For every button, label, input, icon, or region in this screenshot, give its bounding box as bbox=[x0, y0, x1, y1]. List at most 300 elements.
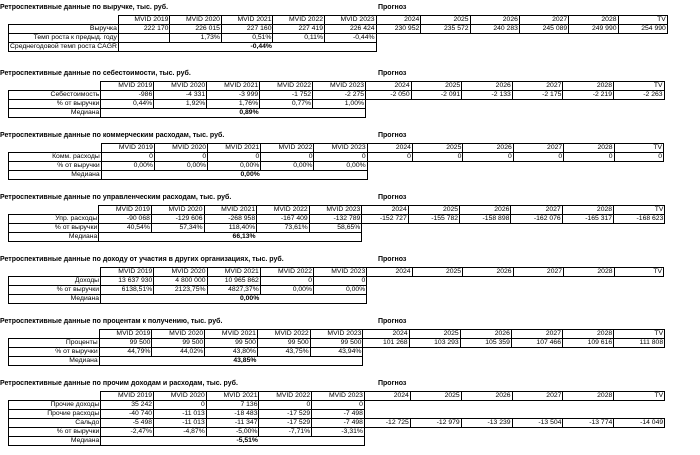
hist-value: 43,80% bbox=[205, 348, 258, 357]
section-title: Ретроспективные данные по прочим доходам и расходам, тыс. руб. bbox=[0, 380, 238, 387]
forecast-year-header: 2028 bbox=[563, 392, 614, 401]
forecast-value: 240 283 bbox=[470, 25, 519, 34]
hist-value: 0 bbox=[261, 153, 314, 162]
year-header: MVID 2023 bbox=[309, 206, 362, 215]
empty-cell bbox=[312, 437, 365, 446]
hist-value: -17 529 bbox=[259, 419, 312, 428]
forecast-year-header: 2025 bbox=[409, 330, 460, 339]
forecast-value: -162 076 bbox=[511, 215, 562, 224]
hist-value: 0,00% bbox=[260, 286, 313, 295]
year-header: MVID 2022 bbox=[261, 144, 314, 153]
year-header: MVID 2022 bbox=[273, 16, 325, 25]
data-table bbox=[8, 81, 700, 118]
header-row bbox=[9, 392, 700, 401]
forecast-value: 105 359 bbox=[460, 339, 511, 348]
hist-value: -132 789 bbox=[309, 215, 362, 224]
row-label: % от выручки bbox=[9, 348, 100, 357]
table-row bbox=[9, 224, 700, 233]
row-label: Упр. расходы bbox=[9, 215, 99, 224]
empty-cell bbox=[257, 357, 310, 366]
forecast-value: -155 782 bbox=[408, 215, 459, 224]
hist-value: 226 424 bbox=[325, 25, 377, 34]
hist-value: -18 483 bbox=[206, 410, 259, 419]
row-label: Медиана bbox=[9, 171, 102, 180]
hist-value: 0,00% bbox=[101, 162, 154, 171]
hist-value: 0,00% bbox=[314, 162, 367, 171]
forecast-year-header: 2027 bbox=[513, 144, 563, 153]
table-row bbox=[9, 295, 700, 304]
forecast-value: -14 049 bbox=[614, 419, 665, 428]
forecast-year-header: 2028 bbox=[563, 82, 614, 91]
year-header: MVID 2019 bbox=[99, 206, 152, 215]
hist-value: 4 800 000 bbox=[154, 277, 207, 286]
hist-value: 7 136 bbox=[206, 401, 259, 410]
empty-cell bbox=[261, 171, 314, 180]
forecast-year-header: TV bbox=[614, 392, 665, 401]
empty-cell bbox=[101, 437, 154, 446]
year-header: MVID 2023 bbox=[313, 82, 366, 91]
hist-value: -986 bbox=[101, 91, 154, 100]
forecast-value: -2 175 bbox=[512, 91, 563, 100]
hist-value: 44,02% bbox=[152, 348, 205, 357]
forecast-value: 101 268 bbox=[363, 339, 409, 348]
forecast-value: -168 623 bbox=[614, 215, 665, 224]
hist-value: -0,44% bbox=[325, 34, 377, 43]
hist-value: -1 752 bbox=[260, 91, 313, 100]
forecast-year-header: 2024 bbox=[363, 330, 409, 339]
hist-value: -5 498 bbox=[101, 419, 154, 428]
forecast-year-header: 2027 bbox=[519, 16, 568, 25]
header-row bbox=[9, 16, 700, 25]
forecast-year-header: 2027 bbox=[512, 392, 563, 401]
forecast-year-header: 2025 bbox=[421, 16, 470, 25]
forecast-value: -2 133 bbox=[462, 91, 513, 100]
forecast-year-header: 2026 bbox=[460, 330, 511, 339]
forecast-value: -158 898 bbox=[460, 215, 511, 224]
section-title: Ретроспективные данные по управленческим расходам, тыс. руб. bbox=[0, 194, 232, 201]
hist-value: 227 419 bbox=[273, 25, 325, 34]
forecast-year-header: 2026 bbox=[461, 392, 512, 401]
hist-value: 13 637 930 bbox=[101, 277, 154, 286]
header-blank bbox=[9, 82, 101, 91]
forecast-value: -13 239 bbox=[461, 419, 512, 428]
forecast-year-header: 2025 bbox=[411, 82, 462, 91]
hist-value: 1,92% bbox=[154, 100, 207, 109]
empty-cell bbox=[273, 43, 325, 52]
year-header: MVID 2023 bbox=[312, 392, 365, 401]
forecast-year-header: 2026 bbox=[463, 144, 513, 153]
year-header: MVID 2019 bbox=[101, 392, 154, 401]
table-row bbox=[9, 419, 700, 428]
table-row bbox=[9, 162, 700, 171]
hist-value: 1,00% bbox=[313, 100, 366, 109]
forecast-year-header: 2028 bbox=[563, 330, 614, 339]
empty-cell bbox=[154, 295, 207, 304]
table-row bbox=[9, 215, 700, 224]
hist-value: 226 015 bbox=[170, 25, 222, 34]
table-row bbox=[9, 401, 700, 410]
hist-value: -4 331 bbox=[154, 91, 207, 100]
row-label: Медиана bbox=[9, 295, 101, 304]
forecast-value: 109 616 bbox=[563, 339, 614, 348]
summary-value: 0,00% bbox=[208, 171, 261, 180]
row-label: Прочие доходы bbox=[9, 401, 101, 410]
forecast-label: Прогноз bbox=[378, 380, 407, 387]
header-blank bbox=[9, 330, 100, 339]
header-blank bbox=[9, 206, 99, 215]
forecast-year-header: TV bbox=[614, 144, 663, 153]
forecast-year-header: TV bbox=[613, 82, 664, 91]
forecast-value: 254 990 bbox=[618, 25, 667, 34]
forecast-value: -12 979 bbox=[410, 419, 461, 428]
forecast-year-header: TV bbox=[618, 16, 667, 25]
forecast-value: -2 050 bbox=[366, 91, 412, 100]
table-row bbox=[9, 153, 700, 162]
forecast-value: 0 bbox=[412, 153, 462, 162]
hist-value: 40,54% bbox=[99, 224, 152, 233]
hist-value: 0,44% bbox=[101, 100, 154, 109]
empty-cell bbox=[314, 295, 367, 304]
summary-value: 43,85% bbox=[205, 357, 258, 366]
hist-value: 118,40% bbox=[204, 224, 257, 233]
empty-cell bbox=[101, 171, 154, 180]
hist-value: 10 965 862 bbox=[207, 277, 260, 286]
hist-value: 227 160 bbox=[221, 25, 273, 34]
row-label: % от выручки bbox=[9, 162, 102, 171]
header-row bbox=[9, 268, 700, 277]
hist-value: -17 529 bbox=[259, 410, 312, 419]
empty-cell bbox=[152, 357, 205, 366]
year-header: MVID 2020 bbox=[154, 144, 207, 153]
row-label: % от выручки bbox=[9, 286, 101, 295]
table-row bbox=[9, 109, 700, 118]
summary-value: 0,89% bbox=[207, 109, 260, 118]
forecast-year-header: 2024 bbox=[362, 206, 408, 215]
hist-value: -5,00% bbox=[206, 428, 259, 437]
hist-value: 1,76% bbox=[207, 100, 260, 109]
table-row bbox=[9, 410, 700, 419]
table-row bbox=[9, 25, 700, 34]
data-table bbox=[8, 267, 700, 304]
section-title: Ретроспективные данные по процентам к получению, тыс. руб. bbox=[0, 318, 223, 325]
hist-value: 0,00% bbox=[314, 286, 367, 295]
forecast-value: -2 091 bbox=[411, 91, 462, 100]
hist-value: 0 bbox=[260, 277, 313, 286]
forecast-year-header: 2024 bbox=[364, 392, 410, 401]
forecast-year-header: TV bbox=[614, 330, 665, 339]
hist-value: -268 958 bbox=[204, 215, 257, 224]
hist-value: 4827,37% bbox=[207, 286, 260, 295]
year-header: MVID 2019 bbox=[118, 16, 170, 25]
forecast-year-header: 2024 bbox=[367, 144, 412, 153]
header-blank bbox=[9, 268, 101, 277]
year-header: MVID 2022 bbox=[260, 82, 313, 91]
row-label: Прочие расходы bbox=[9, 410, 101, 419]
empty-cell bbox=[101, 109, 154, 118]
hist-value: 43,75% bbox=[257, 348, 310, 357]
section-title: Ретроспективные данные по выручке, тыс. руб. bbox=[0, 4, 169, 11]
forecast-value: -2 263 bbox=[613, 91, 664, 100]
summary-value: -5,51% bbox=[206, 437, 259, 446]
hist-value: 0 bbox=[314, 153, 367, 162]
hist-value: 222 170 bbox=[118, 25, 170, 34]
hist-value: -2,47% bbox=[101, 428, 154, 437]
forecast-year-header: 2026 bbox=[462, 82, 513, 91]
hist-value: 0,00% bbox=[154, 162, 207, 171]
empty-cell bbox=[101, 295, 154, 304]
empty-cell bbox=[170, 43, 222, 52]
row-label: % от выручки bbox=[9, 100, 101, 109]
summary-value: 0,00% bbox=[207, 295, 260, 304]
table-row bbox=[9, 428, 700, 437]
empty-cell bbox=[99, 233, 152, 242]
forecast-value: -165 317 bbox=[562, 215, 613, 224]
forecast-value: -12 725 bbox=[364, 419, 410, 428]
row-label: Медиана bbox=[9, 437, 101, 446]
hist-value: -7,71% bbox=[259, 428, 312, 437]
forecast-year-header: 2026 bbox=[463, 268, 513, 277]
hist-value: -4,87% bbox=[154, 428, 207, 437]
hist-value: -11 347 bbox=[206, 419, 259, 428]
forecast-year-header: 2025 bbox=[412, 144, 462, 153]
forecast-value: 235 572 bbox=[421, 25, 470, 34]
hist-value: -40 740 bbox=[101, 410, 154, 419]
summary-value: -0,44% bbox=[221, 43, 273, 52]
forecast-year-header: 2028 bbox=[564, 144, 614, 153]
forecast-value: -13 504 bbox=[512, 419, 563, 428]
forecast-value: -2 219 bbox=[563, 91, 614, 100]
year-header: MVID 2022 bbox=[257, 206, 310, 215]
forecast-value: 0 bbox=[367, 153, 412, 162]
forecast-year-header: 2025 bbox=[410, 392, 461, 401]
header-row bbox=[9, 144, 700, 153]
hist-value: -167 409 bbox=[257, 215, 310, 224]
year-header: MVID 2020 bbox=[170, 16, 222, 25]
hist-value: 0,00% bbox=[208, 162, 261, 171]
hist-value: 99 500 bbox=[99, 339, 152, 348]
forecast-value: 230 952 bbox=[376, 25, 421, 34]
table-row bbox=[9, 339, 700, 348]
hist-value: 99 500 bbox=[152, 339, 205, 348]
forecast-label: Прогноз bbox=[378, 194, 407, 201]
forecast-year-header: TV bbox=[614, 206, 665, 215]
forecast-value: 0 bbox=[564, 153, 614, 162]
year-header: MVID 2021 bbox=[205, 330, 258, 339]
forecast-year-header: 2026 bbox=[470, 16, 519, 25]
empty-cell bbox=[314, 171, 367, 180]
year-header: MVID 2021 bbox=[207, 268, 260, 277]
year-header: MVID 2022 bbox=[260, 268, 313, 277]
section-title: Ретроспективные данные по коммерческим расходам, тыс. руб. bbox=[0, 132, 225, 139]
hist-value: -90 068 bbox=[99, 215, 152, 224]
hist-value: 57,34% bbox=[151, 224, 204, 233]
header-blank bbox=[9, 392, 101, 401]
header-row bbox=[9, 82, 700, 91]
header-blank bbox=[9, 144, 102, 153]
forecast-year-header: 2024 bbox=[366, 82, 412, 91]
hist-value: 99 500 bbox=[205, 339, 258, 348]
forecast-value: -13 774 bbox=[563, 419, 614, 428]
row-label: Медиана bbox=[9, 109, 101, 118]
year-header: MVID 2019 bbox=[99, 330, 152, 339]
year-header: MVID 2023 bbox=[314, 144, 367, 153]
forecast-year-header: 2024 bbox=[367, 268, 412, 277]
table-row bbox=[9, 34, 700, 43]
forecast-value: 107 466 bbox=[511, 339, 562, 348]
table-row bbox=[9, 286, 700, 295]
hist-value: 2123,75% bbox=[154, 286, 207, 295]
section-title: Ретроспективные данные по себестоимости, тыс. руб. bbox=[0, 70, 191, 77]
row-label: Медиана bbox=[9, 233, 99, 242]
hist-value: 99 500 bbox=[310, 339, 363, 348]
empty-cell bbox=[313, 109, 366, 118]
row-label: Комм. расходы bbox=[9, 153, 102, 162]
row-label: Среднегодовой темп роста CAGR bbox=[10, 43, 117, 50]
year-header: MVID 2023 bbox=[310, 330, 363, 339]
hist-value: 0,77% bbox=[260, 100, 313, 109]
hist-value: -11 013 bbox=[154, 410, 207, 419]
forecast-value: 249 990 bbox=[569, 25, 618, 34]
year-header: MVID 2021 bbox=[206, 392, 259, 401]
table-row bbox=[9, 437, 700, 446]
row-label: % от выручки bbox=[9, 224, 99, 233]
row-label: Сальдо bbox=[9, 419, 101, 428]
row-label: % от выручки bbox=[9, 428, 101, 437]
data-table bbox=[8, 15, 700, 52]
empty-cell bbox=[99, 357, 152, 366]
forecast-year-header: 2027 bbox=[511, 330, 562, 339]
forecast-year-header: 2028 bbox=[562, 206, 613, 215]
hist-value: 0 bbox=[101, 153, 154, 162]
header-row bbox=[9, 330, 700, 339]
hist-value: 6138,51% bbox=[101, 286, 154, 295]
table-row bbox=[9, 277, 700, 286]
table-row bbox=[9, 357, 700, 366]
empty-cell bbox=[154, 171, 207, 180]
empty-cell bbox=[260, 109, 313, 118]
forecast-year-header: 2027 bbox=[511, 206, 562, 215]
hist-value: 1,73% bbox=[170, 34, 222, 43]
year-header: MVID 2021 bbox=[204, 206, 257, 215]
empty-cell bbox=[325, 43, 377, 52]
table-row bbox=[9, 100, 700, 109]
forecast-value: -152 727 bbox=[362, 215, 408, 224]
hist-value: 0 bbox=[312, 401, 365, 410]
hist-value: 0 bbox=[259, 401, 312, 410]
forecast-value: 0 bbox=[513, 153, 563, 162]
empty-cell bbox=[257, 233, 310, 242]
row-label: Темп роста к предыд. году bbox=[9, 34, 119, 43]
row-label: Доходы bbox=[9, 277, 101, 286]
year-header: MVID 2020 bbox=[152, 330, 205, 339]
year-header: MVID 2021 bbox=[221, 16, 273, 25]
table-row bbox=[9, 348, 700, 357]
empty-cell bbox=[151, 233, 204, 242]
year-header: MVID 2019 bbox=[101, 144, 154, 153]
forecast-year-header: TV bbox=[614, 268, 664, 277]
hist-value: 99 500 bbox=[257, 339, 310, 348]
forecast-year-header: 2028 bbox=[569, 16, 618, 25]
empty-cell bbox=[310, 357, 363, 366]
hist-value: 0,00% bbox=[261, 162, 314, 171]
forecast-value: 245 089 bbox=[519, 25, 568, 34]
header-row bbox=[9, 206, 700, 215]
year-header: MVID 2019 bbox=[101, 82, 154, 91]
forecast-value: 103 293 bbox=[409, 339, 460, 348]
year-header: MVID 2020 bbox=[154, 268, 207, 277]
empty-cell bbox=[309, 233, 362, 242]
hist-value: 0,11% bbox=[273, 34, 325, 43]
table-row bbox=[9, 43, 700, 52]
forecast-year-header: 2027 bbox=[513, 268, 563, 277]
empty-cell bbox=[118, 43, 170, 52]
hist-value: 0 bbox=[154, 401, 207, 410]
hist-value: -7 498 bbox=[312, 419, 365, 428]
forecast-label: Прогноз bbox=[378, 318, 407, 325]
row-label: Проценты bbox=[9, 339, 100, 348]
forecast-year-header: 2026 bbox=[460, 206, 511, 215]
hist-value: 44,79% bbox=[99, 348, 152, 357]
summary-value: 66,13% bbox=[204, 233, 257, 242]
table-row bbox=[9, 171, 700, 180]
year-header: MVID 2021 bbox=[207, 82, 260, 91]
year-header: MVID 2022 bbox=[259, 392, 312, 401]
year-header: MVID 2023 bbox=[314, 268, 367, 277]
forecast-label: Прогноз bbox=[378, 70, 407, 77]
hist-value: -2 275 bbox=[313, 91, 366, 100]
forecast-year-header: 2025 bbox=[412, 268, 462, 277]
section-title: Ретроспективные данные по доходу от участия в других организациях, тыс. руб. bbox=[0, 256, 284, 263]
forecast-value: 0 bbox=[614, 153, 663, 162]
empty-cell bbox=[259, 437, 312, 446]
forecast-label: Прогноз bbox=[378, 132, 407, 139]
forecast-year-header: 2028 bbox=[564, 268, 614, 277]
forecast-year-header: 2027 bbox=[512, 82, 563, 91]
hist-value: -129 606 bbox=[151, 215, 204, 224]
year-header: MVID 2021 bbox=[208, 144, 261, 153]
hist-value: 0 bbox=[154, 153, 207, 162]
hist-value: 0 bbox=[314, 277, 367, 286]
year-header: MVID 2020 bbox=[151, 206, 204, 215]
data-table bbox=[8, 391, 700, 446]
table-row bbox=[9, 233, 700, 242]
forecast-label: Прогноз bbox=[378, 4, 407, 11]
empty-cell bbox=[260, 295, 313, 304]
forecast-year-header: 2024 bbox=[376, 16, 421, 25]
year-header: MVID 2023 bbox=[325, 16, 377, 25]
hist-value: 0,51% bbox=[221, 34, 273, 43]
forecast-value: 0 bbox=[463, 153, 513, 162]
year-header: MVID 2020 bbox=[154, 392, 207, 401]
row-label: Себестоимость bbox=[9, 91, 101, 100]
hist-value: 35 242 bbox=[101, 401, 154, 410]
hist-value: 73,61% bbox=[257, 224, 310, 233]
row-label: Выручка bbox=[9, 25, 119, 34]
data-table bbox=[8, 329, 700, 366]
empty-cell bbox=[154, 109, 207, 118]
forecast-label: Прогноз bbox=[378, 256, 407, 263]
hist-value bbox=[118, 34, 170, 43]
table-row bbox=[9, 91, 700, 100]
hist-value: 0 bbox=[208, 153, 261, 162]
hist-value: -3,31% bbox=[312, 428, 365, 437]
empty-cell bbox=[154, 437, 207, 446]
row-label: Медиана bbox=[9, 357, 100, 366]
forecast-value: 111 808 bbox=[614, 339, 665, 348]
hist-value: -7 498 bbox=[312, 410, 365, 419]
data-table bbox=[8, 143, 700, 180]
hist-value: -11 013 bbox=[154, 419, 207, 428]
